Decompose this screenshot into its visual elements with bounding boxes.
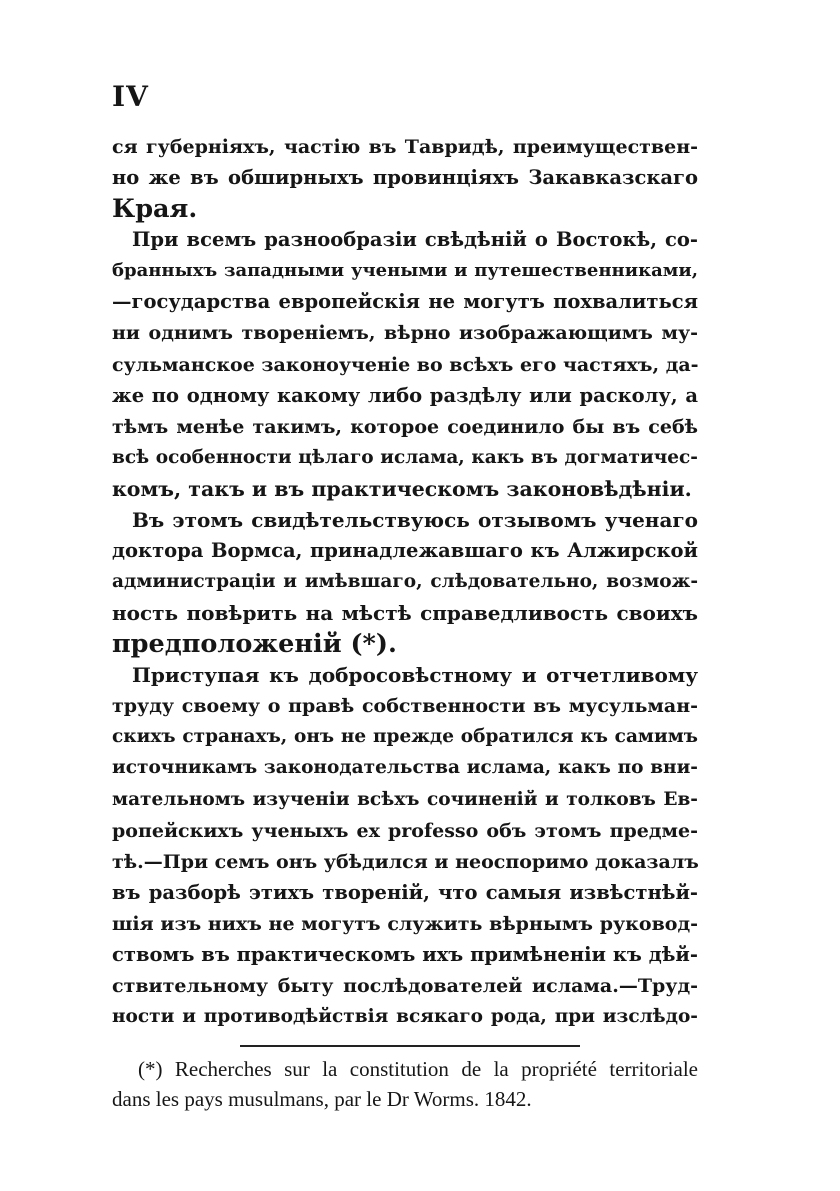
text-line: ствомъ въ практическомъ ихъ примѣненіи къ дѣй- [112,943,698,966]
text-line: тѣмъ менѣе такимъ, которое соединило бы въ себѣ [112,416,698,438]
text-line: ни однимъ твореніемъ, вѣрно изображающимъ му- [112,322,698,344]
text-line: всѣ особенности цѣлаго ислама, какъ въ догматичес- [112,447,698,468]
text-line: бранныхъ западными учеными и путешественниками, [112,260,698,281]
text-line: предположеній (*). [112,629,397,659]
text-line: ствительному быту послѣдователей ислама.—Труд- [112,975,698,997]
paragraph-start-line: При всемъ разнообразіи свѣдѣній о Востокѣ, со- [132,228,698,251]
footnote-line: dans les pays musulmans, par le Dr Worms. 1842. [112,1087,532,1111]
text-line: труду своему о правѣ собственности въ мусульман- [112,695,698,717]
text-line: ся губерніяхъ, частію въ Тавридѣ, преимуществен- [112,136,698,158]
text-line: ность повѣрить на мѣстѣ справедливость своихъ [112,601,698,625]
text-line: тѣ.—При семъ онъ убѣдился и неоспоримо доказалъ [112,851,699,873]
text-line: въ разборѣ этихъ твореній, что самыя извѣстнѣй- [112,881,698,904]
text-line: администраціи и имѣвшаго, слѣдовательно, возмож- [112,571,698,592]
paragraph-start-line: Приступая къ добросовѣстному и отчетливому [132,663,698,687]
text-line: доктора Вормса, принадлежавшаго къ Алжирской [112,539,698,562]
footnote-line: (*) Recherches sur la constitution de la propriété territoriale [138,1057,698,1081]
text-line: шія изъ нихъ не могутъ служить вѣрнымъ руковод- [112,913,698,935]
text-line: источникамъ законодательства ислама, какъ по вни- [112,757,698,778]
footnote-rule [240,1045,580,1047]
text-line: скихъ странахъ, онъ не прежде обратился къ самимъ [112,726,698,747]
text-line: комъ, такъ и въ практическомъ законовѣдѣніи. [112,477,692,501]
text-line: Края. [112,194,198,224]
text-line: ропейскихъ ученыхъ ex professo объ этомъ предме- [112,820,698,842]
text-line: сульманское законоученіе во всѣхъ его частяхъ, да- [112,354,699,376]
text-line: же по одному какому либо раздѣлу или расколу, а [112,384,698,407]
page-number: IV [112,80,149,113]
text-line: —государства европейскія не могутъ похвалиться [112,290,698,313]
paragraph-start-line: Въ этомъ свидѣтельствуюсь отзывомъ ученаго [132,508,698,532]
text-line: мательномъ изученіи всѣхъ сочиненій и толковъ Ев- [112,789,698,810]
text-line: но же въ обширныхъ провинціяхъ Закавказскаго [112,166,698,189]
text-line: ности и противодѣйствія всякаго рода, при изслѣдо- [112,1006,698,1027]
